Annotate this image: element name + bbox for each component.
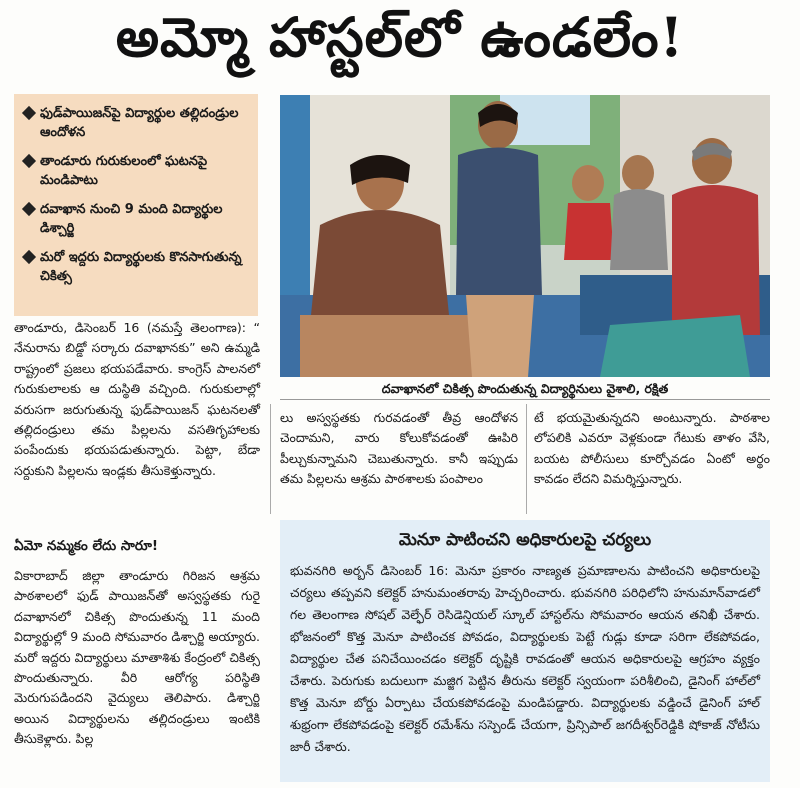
sidebar-story-body: భువనగిరి అర్బన్ డిసెంబర్ 16: మెనూ ప్రకారం నాణ్యత ప్రమాణాలను పాటించని అధికారులపై చర్యలు తప్పవని కలెక్టర్ హనుమంతరావు హెచ్చరించారు. భువనగిరి పరిధిలోని హనుమాన్‌వాడలో గల తెలంగాణ సోషల్ వెల్ఫేర్ రెసిడెన్షియల్ స్కూల్ హాస్టల్‌ను సోమవారం ఆయన తనిఖీ చేశారు. భోజనంలో కొత్త మెనూ పాటించక పోవడం, విద్యార్థులకు పెట్టే గుడ్లు కూడా సరిగా లేకపోవడం, విద్యార్థుల చేత పనిచేయించడం కలెక్టర్ దృష్టికి రావడంతో ఆయన అధికారులపై ఆగ్రహం వ్యక్తం చేశారు. పెరుగుకు బదులుగా మజ్జిగ పెట్టిన తీరును కలెక్టర్ స్వయంగా పరిశీలించి, డైనింగ్ హాల్‌లో కొత్త మెనూ బోర్డు ఏర్పాటు చేయకపోవడంపై మండిపడ్డారు. విద్యార్థులకు వడ్డించే డైనింగ్ హాల్ శుభ్రంగా లేకపోవడంపై కలెక్టర్ రమేశ్‌ను సస్పెండ్ చేయగా, ప్రిన్సిపాల్ జగదీశ్వర్‌రెడ్డికి షోకాజ్ నోటీసు జారీ చేశారు. <box>290 563 760 754</box>
sidebar-story-title: మెనూ పాటించని అధికారులపై చర్యలు <box>398 530 652 550</box>
highlights-box <box>14 94 258 316</box>
diamond-bullet-icon <box>22 250 36 264</box>
article-column-4: టే భయమైతున్నదని అంటున్నారు. పాఠశాల లోపలికి ఎవరూ వెళ్లకుండా గేటుకు తాళం వేసి, బయట పోలీసులు కూర్చోవడం ఏంటో అర్థం కావడం లేదని విమర్శిస్తున్నారు. <box>534 410 770 487</box>
column-divider <box>270 404 271 514</box>
highlight-item: మరో ఇద్దరు విద్యార్థులకు కొనసాగుతున్న చికిత్స <box>24 248 250 286</box>
sidebar-story-box <box>280 520 770 782</box>
diamond-bullet-icon <box>22 106 36 120</box>
photo-caption: దవాఖానలో చికిత్స పొందుతున్న విద్యార్థినులు వైశాలి, రక్షిత <box>280 378 770 400</box>
article-column-3: లు అస్వస్థతకు గురవడంతో తీవ్ర ఆందోళన చెందామని, వారు కోలుకోవడంతో ఊపిరి పీల్చుకున్నామని చెబుతున్నారు. కానీ ఇప్పుడు తమ పిల్లలను ఆశ్రమ పాఠశాలకు పంపాలం <box>280 410 518 487</box>
news-photo <box>280 95 770 377</box>
highlight-item: తాండూరు గురుకులంలో ఘటనపై మండిపాటు <box>24 152 250 190</box>
highlight-item: దవాఖాన నుంచి 9 మంది విద్యార్థుల డిశ్చార్జి <box>24 200 250 238</box>
column-divider <box>526 404 527 514</box>
diamond-bullet-icon <box>22 154 36 168</box>
article-subheading: ఏమో నమ్మకం లేదు సారూ! <box>14 538 159 554</box>
diamond-bullet-icon <box>22 202 36 216</box>
headline: అమ్మో హాస్టల్‌లో ఉండలేం! <box>115 5 685 69</box>
highlight-item: ఫుడ్‌పాయిజన్‌పై విద్యార్థుల తల్లిదండ్రుల ఆందోళన <box>24 104 250 142</box>
article-column-1: తాండూరు, డిసెంబర్ 16 (నమస్తే తెలంగాణ): “ నేనురాను బిడ్డో సర్కారు దవాఖానకు” అని ఉమ్మడి రాష్ట్రంలో ప్రజలు భయపడేవారు. కాంగ్రెస్ పాలనలో గురుకులాలకు ఆ దుస్థితి వచ్చింది. గురుకులాల్లో వరుసగా జరుగుతున్న ఫుడ్‌పాయిజన్ ఘటనలతో తల్లిదండ్రులు తమ పిల్లలను వసతిగృహాలకు పంపేందుకు భయపడుతున్నారు. పెట్టా, బేడా సర్దుకుని పిల్లలను ఇండ్లకు తీసుకెళ్తున్నారు. <box>14 320 260 478</box>
article-column-2: వికారాబాద్ జిల్లా తాండూరు గిరిజన ఆశ్రమ పాఠశాలలో ఫుడ్ పాయిజన్‌తో అస్వస్థతకు గురై దవాఖానలో చికిత్స పొందుతున్న 11 మంది విద్యార్థుల్లో 9 మంది సోమవారం డిశ్చార్జి అయ్యారు. మరో ఇద్దరు విద్యార్థులు మాతాశిశు కేంద్రంలో చికిత్స పొందుతున్నారు. వీరి ఆరోగ్య పరిస్థితి మెరుగుపడిందని వైద్యులు తెలిపారు. డిశ్చార్జి అయిన విద్యార్థులను తల్లిదండ్రులు ఇంటికి తీసుకెళ్లారు. పిల్ల <box>14 568 260 747</box>
